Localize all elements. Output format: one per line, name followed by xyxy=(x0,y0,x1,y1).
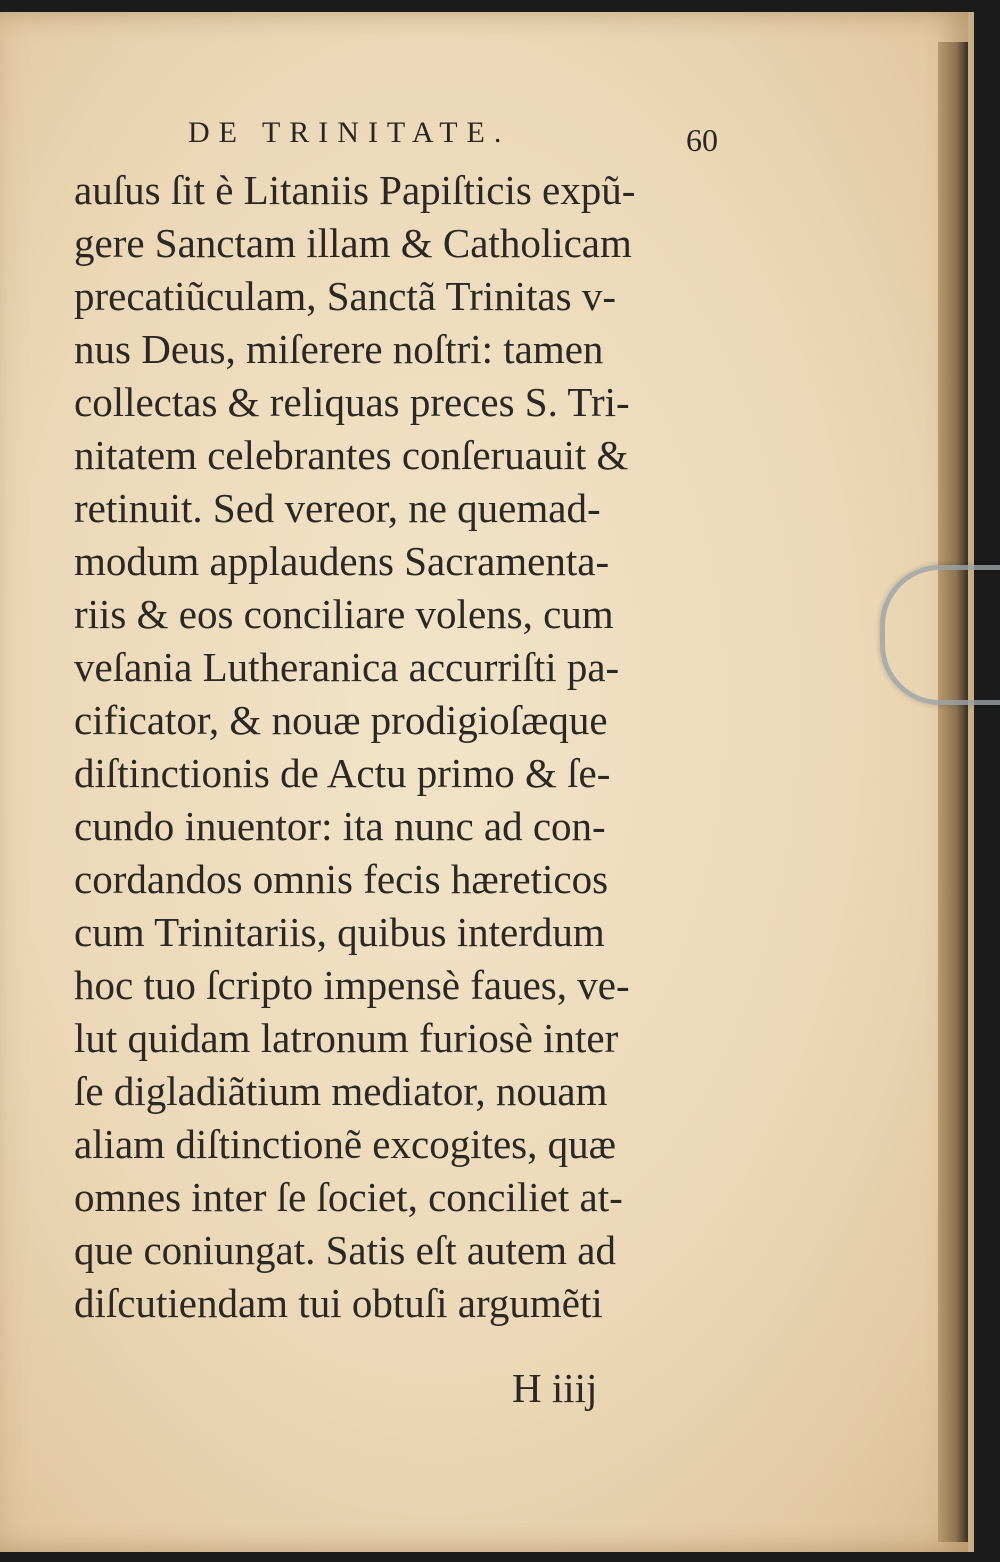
text-line: collectas & reliquas preces S. Tri- xyxy=(74,379,630,425)
text-line: precatiũculam, Sanctã Trinitas v- xyxy=(74,273,616,319)
text-line: ſe digladiãtium mediator, nouam xyxy=(74,1068,608,1114)
text-line: cundo inuentor: ita nunc ad con- xyxy=(74,803,606,849)
text-line: diſcutiendam tui obtuſi argumẽti xyxy=(74,1280,603,1326)
text-line: omnes inter ſe ſociet, conciliet at- xyxy=(74,1174,623,1220)
text-line: nitatem celebrantes conſeruauit & xyxy=(74,432,629,478)
text-line: cum Trinitariis, quibus interdum xyxy=(74,909,605,955)
body-text xyxy=(74,164,734,1330)
text-line: modum applaudens Sacramenta- xyxy=(74,538,610,584)
running-head-title: DE TRINITATE. xyxy=(188,116,511,149)
paper-clip xyxy=(880,565,1000,705)
text-line: aliam diſtinctionẽ excogites, quæ xyxy=(74,1121,616,1167)
text-line: retinuit. Sed vereor, ne quemad- xyxy=(74,485,601,531)
book-page xyxy=(0,12,974,1552)
signature-mark: H iiij xyxy=(512,1365,598,1411)
text-line: que coniungat. Satis eſt autem ad xyxy=(74,1227,616,1273)
text-line: auſus ſit è Litaniis Papiſticis expũ- xyxy=(74,167,636,213)
running-head xyxy=(188,116,718,160)
text-line: diſtinctionis de Actu primo & ſe- xyxy=(74,750,611,796)
text-line: gere Sanctam illam & Catholicam xyxy=(74,220,632,266)
text-line: riis & eos conciliare volens, cum xyxy=(74,591,614,637)
text-line: hoc tuo ſcripto impensè faues, ve- xyxy=(74,962,630,1008)
text-line: lut quidam latronum furiosè inter xyxy=(74,1015,619,1061)
page-edge xyxy=(938,42,968,1542)
text-line: cificator, & nouæ prodigioſæque xyxy=(74,697,608,743)
text-line: cordandos omnis fecis hæreticos xyxy=(74,856,609,902)
text-line: nus Deus, miſerere noſtri: tamen xyxy=(74,326,604,372)
text-line: veſania Lutheranica accurriſti pa- xyxy=(74,644,620,690)
page-number: 60 xyxy=(686,122,718,158)
